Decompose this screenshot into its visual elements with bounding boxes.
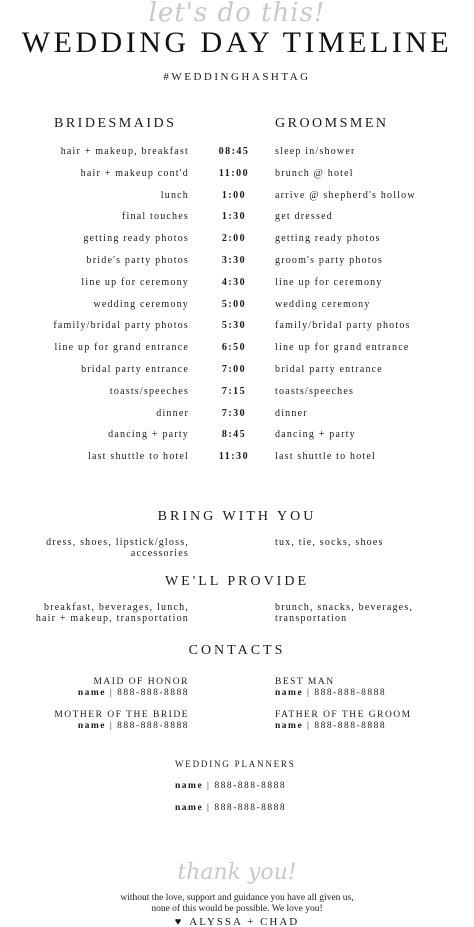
contact-name: name xyxy=(175,781,204,791)
contact-role: MAID OF HONOR xyxy=(93,677,189,687)
groomsmen-activity: line up for ceremony xyxy=(275,276,383,288)
bring-left-line: dress, shoes, lipstick/gloss, xyxy=(46,537,189,548)
groomsmen-activity: last shuttle to hotel xyxy=(275,451,377,463)
time: 4:30 xyxy=(221,276,247,288)
bring-left-line: accessories xyxy=(130,548,189,559)
contact-best-man xyxy=(275,677,386,699)
bridesmaids-activity: line up for ceremony xyxy=(81,276,189,288)
groomsmen-activity: family/bridal party photos xyxy=(275,320,411,332)
provide-left-line: breakfast, beverages, lunch, xyxy=(44,602,189,613)
contact-phone: 888-888-8888 xyxy=(117,721,189,731)
time: 5:30 xyxy=(221,320,247,332)
heart-icon: ♥ xyxy=(174,916,184,927)
thank-you-message xyxy=(0,893,474,915)
bridesmaids-column-title: BRIDESMAIDS xyxy=(54,116,177,131)
contact-name: name xyxy=(275,721,304,731)
bridesmaids-activity: bridal party entrance xyxy=(81,363,189,375)
bridesmaids-activity: family/bridal party photos xyxy=(53,320,189,332)
contact-phone: 888-888-8888 xyxy=(214,803,287,813)
bridesmaids-bring-list xyxy=(0,537,189,559)
couple-names: ALYSSA + CHAD xyxy=(189,916,300,927)
separator: | xyxy=(307,721,311,731)
timeline-row xyxy=(0,320,474,342)
time: 08:45 xyxy=(218,146,250,157)
hashtag: #WEDDINGHASHTAG xyxy=(163,71,311,83)
timeline-row xyxy=(0,451,474,473)
timeline-row xyxy=(0,364,474,386)
contact-name: name xyxy=(77,688,107,698)
contact-phone: 888-888-8888 xyxy=(314,688,387,698)
bridesmaids-activity: toasts/speeches xyxy=(109,385,189,397)
timeline-row xyxy=(0,386,474,408)
bridesmaids-activity: dinner xyxy=(156,407,189,419)
groomsmen-activity: arrive @ shepherd's hollow xyxy=(275,189,416,201)
bridesmaids-provide-list xyxy=(0,602,189,624)
timeline-row xyxy=(0,342,474,364)
groomsmen-activity: dinner xyxy=(275,407,308,419)
thank-you-script: thank you! xyxy=(177,860,297,885)
contact-phone: 888-888-8888 xyxy=(214,781,287,791)
time: 6:50 xyxy=(221,342,247,354)
bridesmaids-activity: wedding ceremony xyxy=(93,298,189,310)
contact-role: MOTHER OF THE BRIDE xyxy=(54,710,189,720)
script-heading: let's do this! xyxy=(148,0,326,28)
groomsmen-activity: dancing + party xyxy=(275,429,356,441)
time: 7:15 xyxy=(221,385,247,397)
time: 11:30 xyxy=(218,451,250,463)
contact-name: name xyxy=(77,721,107,731)
contact-name: name xyxy=(175,803,204,813)
bridesmaids-activity: hair + makeup, breakfast xyxy=(60,146,189,157)
bridesmaids-activity: line up for grand entrance xyxy=(54,342,189,354)
provide-right-line: transportation xyxy=(275,613,348,624)
contact-name: name xyxy=(275,688,304,698)
separator: | xyxy=(207,781,211,791)
separator: | xyxy=(109,688,114,698)
contact-father-of-groom xyxy=(275,710,412,732)
bridesmaids-activity: dancing + party xyxy=(108,429,189,441)
page-title: WEDDING DAY TIMELINE xyxy=(21,26,453,59)
timeline-row xyxy=(0,277,474,299)
groomsmen-activity: get dressed xyxy=(275,211,333,223)
contacts-title: CONTACTS xyxy=(188,643,286,658)
timeline-row xyxy=(0,408,474,430)
bridesmaids-activity: getting ready photos xyxy=(83,233,189,245)
time: 7:30 xyxy=(221,407,247,419)
bridesmaids-activity: bride's party photos xyxy=(86,254,189,266)
time: 1:30 xyxy=(221,211,247,223)
timeline-row xyxy=(0,190,474,212)
timeline xyxy=(0,146,474,473)
time: 1:00 xyxy=(221,189,247,201)
thank-you-line: without the love, support and guidance you have all given us, xyxy=(120,893,354,903)
contact-role: BEST MAN xyxy=(275,677,335,687)
bridesmaids-activity: last shuttle to hotel xyxy=(87,451,189,463)
bridesmaids-activity: hair + makeup cont'd xyxy=(80,167,189,179)
groomsmen-activity: groom's party photos xyxy=(275,254,384,266)
groomsmen-activity: toasts/speeches xyxy=(275,385,355,397)
provide-left-line: hair + makeup, transportation xyxy=(35,613,189,624)
separator: | xyxy=(307,688,311,698)
timeline-row xyxy=(0,255,474,277)
wedding-planners-title: WEDDING PLANNERS xyxy=(175,759,296,769)
groomsmen-activity: brunch @ hotel xyxy=(275,167,354,179)
groomsmen-activity: getting ready photos xyxy=(275,233,381,245)
planner-contact xyxy=(175,781,286,791)
groomsmen-activity: line up for grand entrance xyxy=(275,342,410,354)
groomsmen-column-title: GROOMSMEN xyxy=(275,116,389,131)
planner-contact xyxy=(175,803,286,813)
separator: | xyxy=(207,803,211,813)
well-provide-title: WE'LL PROVIDE xyxy=(164,574,310,589)
time: 7:00 xyxy=(221,363,247,375)
signature xyxy=(0,916,474,927)
separator: | xyxy=(109,721,114,731)
groomsmen-bring-list: tux, tie, socks, shoes xyxy=(275,537,384,548)
contact-phone: 888-888-8888 xyxy=(314,721,387,731)
timeline-row xyxy=(0,168,474,190)
time: 2:00 xyxy=(221,233,247,245)
time: 3:30 xyxy=(221,254,247,266)
bring-with-you-title: BRING WITH YOU xyxy=(157,509,317,524)
bridesmaids-activity: final touches xyxy=(122,211,189,223)
timeline-row xyxy=(0,211,474,233)
provide-right-line: brunch, snacks, beverages, xyxy=(275,602,414,613)
groomsmen-activity: wedding ceremony xyxy=(275,298,371,310)
timeline-row xyxy=(0,233,474,255)
time: 11:00 xyxy=(218,167,250,179)
time: 5:00 xyxy=(221,298,247,310)
contact-mother-of-bride xyxy=(54,710,189,732)
thank-you-line: none of this would be possible. We love you! xyxy=(151,904,323,914)
time: 8:45 xyxy=(221,429,247,441)
contact-phone: 888-888-8888 xyxy=(117,688,189,698)
timeline-row xyxy=(0,429,474,451)
bridesmaids-activity: lunch xyxy=(160,189,189,201)
timeline-row xyxy=(0,146,474,168)
timeline-row xyxy=(0,299,474,321)
groomsmen-activity: sleep in/shower xyxy=(275,146,356,157)
groomsmen-provide-list xyxy=(275,602,465,624)
contact-maid-of-honor xyxy=(78,677,189,699)
groomsmen-activity: bridal party entrance xyxy=(275,363,383,375)
contact-role: FATHER OF THE GROOM xyxy=(275,710,412,720)
